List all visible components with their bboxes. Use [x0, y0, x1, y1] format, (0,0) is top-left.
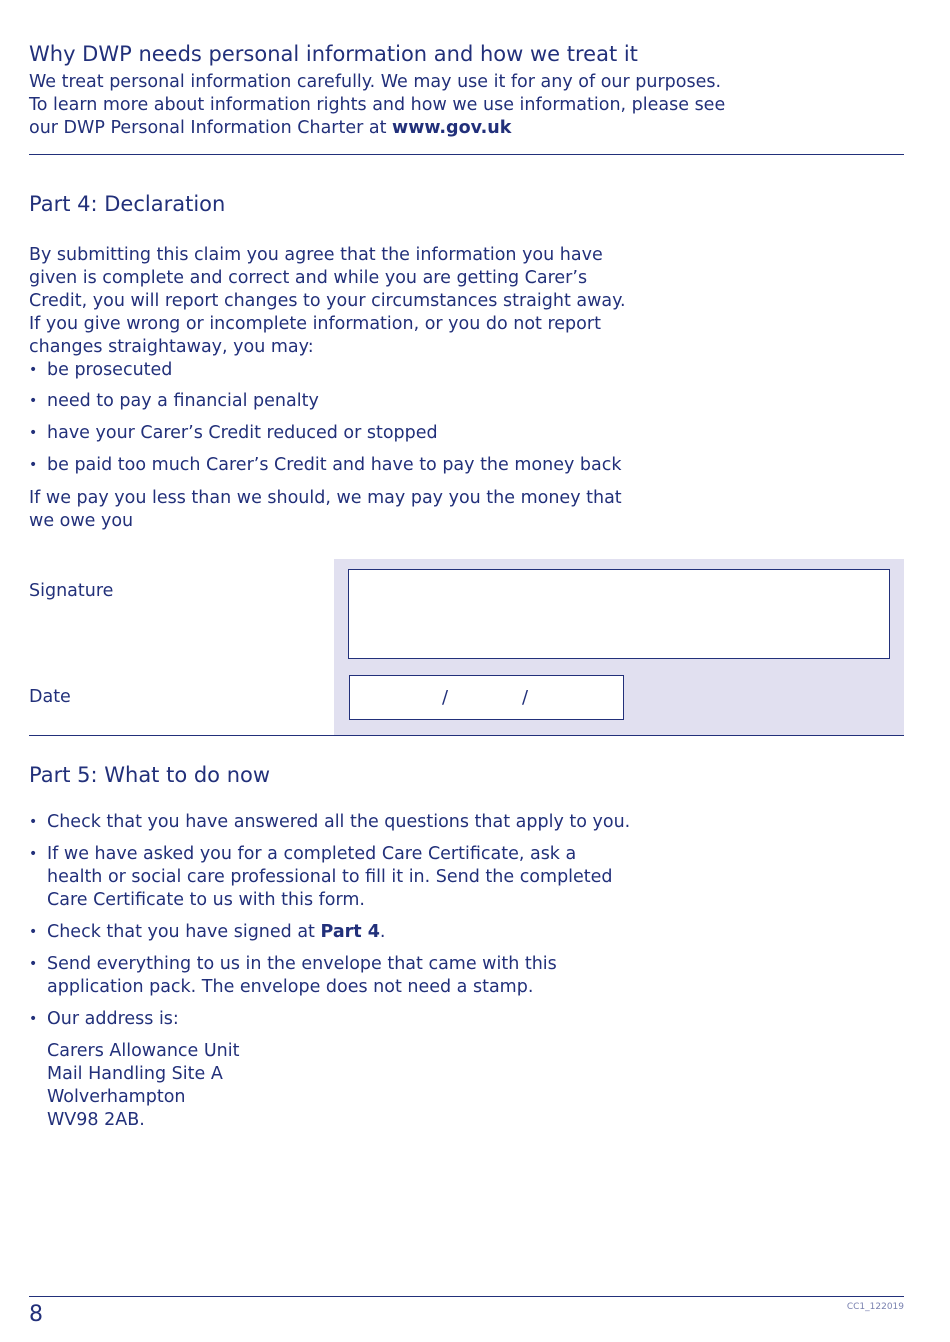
- declaration-intro: [29, 244, 669, 359]
- declaration-intro-line: Credit, you will report changes to your circumstances straight away.: [29, 291, 626, 311]
- declaration-outro-line: If we pay you less than we should, we may pay you the money that: [29, 488, 622, 508]
- bullet-text: Send everything to us in the envelope that came with this: [47, 954, 557, 974]
- part5-heading: Part 5: What to do now: [29, 763, 271, 787]
- gov-uk-link[interactable]: www.gov.uk: [392, 118, 512, 138]
- list-item: [29, 1008, 749, 1031]
- declaration-intro-line: changes straightaway, you may:: [29, 337, 314, 357]
- bullet-icon: •: [29, 425, 38, 441]
- address-line: Wolverhampton: [47, 1087, 186, 1107]
- date-label: Date: [29, 687, 71, 707]
- address-line: Mail Handling Site A: [47, 1064, 223, 1084]
- bullet-icon: •: [29, 362, 38, 378]
- bullet-text: have your Carer’s Credit reduced or stopped: [47, 423, 438, 443]
- list-item: [29, 921, 749, 944]
- page-number: 8: [29, 1302, 43, 1327]
- declaration-outro: [29, 487, 669, 533]
- signature-field[interactable]: [348, 569, 890, 659]
- footer-divider: [29, 1296, 904, 1297]
- privacy-text: [29, 71, 909, 140]
- form-code: CC1_122019: [846, 1302, 904, 1312]
- privacy-line-3: [29, 117, 909, 140]
- list-item: [29, 454, 649, 477]
- bullet-icon: •: [29, 457, 38, 473]
- bullet-icon: •: [29, 956, 38, 972]
- bullet-text: Check that you have signed at: [47, 922, 321, 942]
- date-separator: /: [522, 687, 529, 708]
- part4-heading: Part 4: Declaration: [29, 192, 226, 216]
- bullet-text: be paid too much Carer’s Credit and have to pay the money back: [47, 455, 622, 475]
- date-separator: /: [442, 687, 449, 708]
- part4-reference: Part 4: [320, 922, 380, 942]
- privacy-line-1: We treat personal information carefully. We may use it for any of our purposes.: [29, 72, 722, 92]
- declaration-outro-line: we owe you: [29, 511, 134, 531]
- bullet-icon: •: [29, 846, 38, 862]
- bullet-text: need to pay a financial penalty: [47, 391, 319, 411]
- list-item: [29, 422, 649, 445]
- list-item: [29, 390, 649, 413]
- list-item: [29, 843, 749, 912]
- bullet-icon: •: [29, 1011, 38, 1027]
- list-item: [29, 359, 649, 382]
- bullet-text: Check that you have answered all the questions that apply to you.: [47, 812, 631, 832]
- bullet-icon: •: [29, 393, 38, 409]
- address-line: WV98 2AB.: [47, 1110, 145, 1130]
- bullet-text: Care Certificate to us with this form.: [47, 890, 365, 910]
- privacy-heading: Why DWP needs personal information and how we treat it: [29, 42, 638, 66]
- privacy-line-3-prefix: our DWP Personal Information Charter at: [29, 118, 393, 138]
- bullet-text: If we have asked you for a completed Care Certificate, ask a: [47, 844, 577, 864]
- declaration-intro-line: If you give wrong or incomplete information, or you do not report: [29, 314, 601, 334]
- bullet-icon: •: [29, 814, 38, 830]
- declaration-intro-line: given is complete and correct and while you are getting Carer’s: [29, 268, 588, 288]
- bullet-text: be prosecuted: [47, 360, 173, 380]
- bullet-text-suffix: .: [379, 922, 386, 942]
- privacy-line-2: To learn more about information rights and how we use information, please see: [29, 95, 726, 115]
- bullet-text: Our address is:: [47, 1009, 179, 1029]
- divider: [29, 735, 904, 736]
- signature-label: Signature: [29, 581, 114, 601]
- declaration-intro-line: By submitting this claim you agree that the information you have: [29, 245, 603, 265]
- divider: [29, 154, 904, 155]
- list-item: [29, 953, 749, 999]
- date-field[interactable]: [349, 675, 624, 720]
- bullet-text: health or social care professional to fill it in. Send the completed: [47, 867, 613, 887]
- address-line: Carers Allowance Unit: [47, 1041, 240, 1061]
- bullet-text: application pack. The envelope does not need a stamp.: [47, 977, 534, 997]
- list-item: [29, 811, 749, 834]
- address-block: [47, 1040, 240, 1132]
- bullet-icon: •: [29, 924, 38, 940]
